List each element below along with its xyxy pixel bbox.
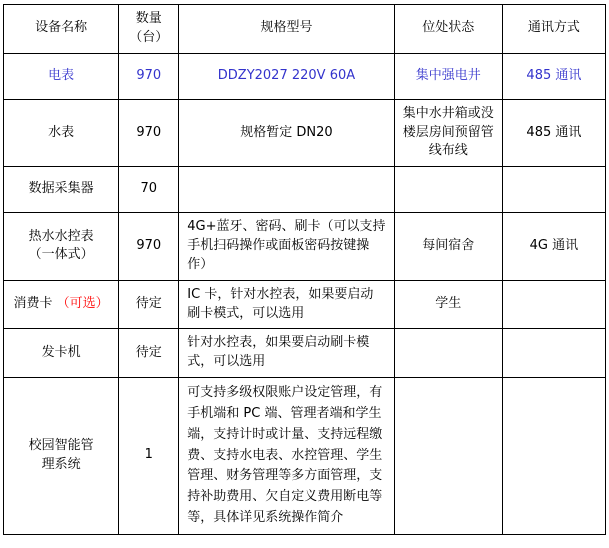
cell-communication [502,378,605,535]
column-header-spec-model: 规格型号 [179,5,394,54]
cell-quantity: 970 [119,213,179,281]
table-row [4,53,606,99]
cell-communication [502,280,605,329]
cell-communication: 485 通讯 [502,53,605,99]
cell-spec-model: 4G+蓝牙、密码、刷卡（可以支持手机扫码操作或面板密码按键操作） [179,213,394,281]
column-header-quantity-line2: （台） [129,29,169,45]
cell-quantity: 970 [119,53,179,99]
cell-location-status [394,167,502,213]
cell-communication [502,167,605,213]
cell-location-status: 学生 [394,280,502,329]
cell-device-name-line1: 校园智能管 [28,438,94,454]
table-row [4,280,606,329]
table-header [4,5,606,54]
cell-quantity: 待定 [119,329,179,378]
cell-quantity: 待定 [119,280,179,329]
column-header-location-status: 位处状态 [394,5,502,54]
cell-device-name-line1: 热水水控表 [28,228,94,244]
equipment-spec-table [3,4,606,535]
cell-device-name [4,280,119,329]
cell-location-status: 每间宿舍 [394,213,502,281]
column-header-quantity [119,5,179,54]
cell-spec-model: 规格暂定 DN20 [179,99,394,167]
table-row [4,167,606,213]
table-row [4,213,606,281]
table-row [4,99,606,167]
cell-spec-model: IC 卡，针对水控表，如果要启动刷卡模式，可以选用 [179,280,394,329]
cell-device-name-line2: 理系统 [41,456,81,472]
cell-device-name-line2: （一体式） [28,247,94,263]
cell-spec-model: 针对水控表，如果要启动刷卡模式，可以选用 [179,329,394,378]
cell-quantity: 970 [119,99,179,167]
cell-spec-model: DDZY2027 220V 60A [179,53,394,99]
cell-device-name: 发卡机 [4,329,119,378]
cell-device-name [4,378,119,535]
cell-device-name [4,213,119,281]
cell-device-name: 数据采集器 [4,167,119,213]
table-body [4,53,606,534]
cell-quantity: 70 [119,167,179,213]
cell-spec-model [179,167,394,213]
cell-location-status [394,378,502,535]
cell-location-status: 集中水井箱或没楼层房间预留管线布线 [394,99,502,167]
cell-communication: 485 通讯 [502,99,605,167]
cell-device-name-prefix: 消费卡 [13,296,57,312]
table-row [4,378,606,535]
cell-spec-model: 可支持多级权限账户设定管理，有手机端和 PC 端、管理者端和学生端，支持计时或计量、支持远程缴费、支持水电表、水控管理、学生管理、财务管理等多方面管理，支持补助费用、欠自定义费用断电等等，具体详见系统操作简介 [179,378,394,535]
cell-device-name-optional: （可选） [56,296,109,312]
table-row [4,329,606,378]
cell-device-name: 水表 [4,99,119,167]
cell-communication: 4G 通讯 [502,213,605,281]
column-header-name: 设备名称 [4,5,119,54]
cell-quantity: 1 [119,378,179,535]
cell-location-status: 集中强电井 [394,53,502,99]
column-header-quantity-line1: 数量 [135,11,162,26]
cell-location-status [394,329,502,378]
cell-communication [502,329,605,378]
column-header-communication: 通讯方式 [502,5,605,54]
cell-device-name: 电表 [4,53,119,99]
table-header-row [4,5,606,54]
